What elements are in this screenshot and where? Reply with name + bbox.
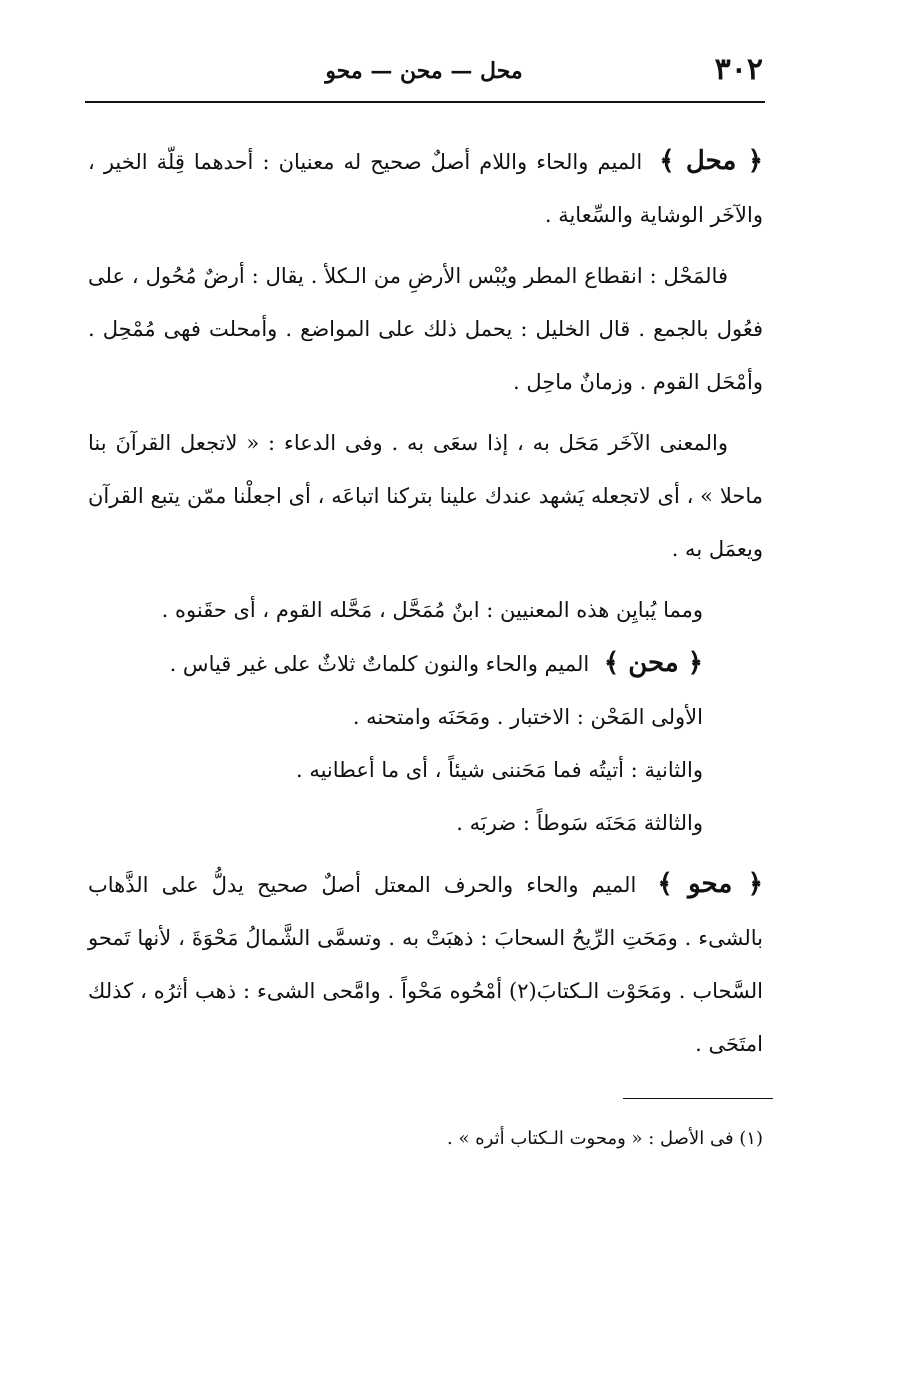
- entry-mahl-paragraph: والمعنى الآخَر مَحَل به ، إذا سعَى به . وفى الدعاء : « لاتجعل القرآنَ بنا ماحلا » ، أى لاتجعله يَشهد عندك علينا بتركنا اتباعَه ، أى اجعلْنا ممّن يتبع القرآن ويعمَل به .: [88, 431, 763, 561]
- entry-mihn-definition: [88, 637, 763, 691]
- entry-mahl-paragraph: فالمَحْل : انقطاع المطر ويُبْس الأرضِ من الـكلأ . يقال : أرضٌ مُحُول ، على فعُول بالجمع . قال الخليل : يحمل ذلك على المواضع . وأمحلت فهى مُمْحِل . وأمْحَل القوم . وزمانٌ ماحِل .: [88, 264, 763, 394]
- entry-mihn-paragraph: والثانية : أتيتُه فما مَحَننى شيئاً ، أى ما أعطانيه .: [295, 758, 703, 782]
- entry-mahl-definition: [88, 135, 763, 242]
- running-title: محل — محن — محو: [325, 58, 523, 84]
- entry-mihn-paragraph: الأولى المَحْن : الاختبار . ومَحَنَه وامتحنه .: [352, 705, 703, 729]
- paragraph-text: الميم والحاء والحرف المعتل أصلٌ صحيح يدلُّ على الذَّهاب بالشىء . ومَحَتِ الرِّيحُ السحابَ : ذهبَتْ به . وتسمَّى الشَّمالُ مَحْوَةَ ، لأنها تَمحو السَّحاب . ومَحَوْت الـكتابَ(٢) أمْحُوه مَحْواً . وامَّحى الشىء : ذهب أثرُه ، كذلك امتَحَى .: [88, 873, 764, 1056]
- footnote: (١) فى الأصل : « ومحوت الـكتاب أثره » .: [447, 1128, 763, 1149]
- header-rule: [85, 101, 765, 103]
- running-head: [85, 52, 763, 96]
- entry-mahw-definition: [88, 858, 763, 1071]
- page-number: ٣٠٢: [714, 52, 763, 87]
- entry-headword: ﴿ محن ﴾: [603, 648, 703, 678]
- paragraph-text: الميم والحاء واللام أصلٌ صحيح له معنيان : أحدهما قِلّة الخير ، والآخَر الوشاية والسِّعاية .: [88, 150, 763, 227]
- paragraph-text: الميم والحاء والنون كلماتٌ ثلاثٌ على غير قياس .: [169, 652, 590, 676]
- entry-headword: ﴿ محل ﴾: [659, 146, 763, 176]
- entry-headword: ﴿ محو ﴾: [657, 869, 763, 899]
- entry-mahl-paragraph: ومما يُبايِن هذه المعنيين : ابنٌ مُمَحَّل ، مَحَّله القوم ، أى حقَنوه .: [161, 598, 703, 622]
- entry-mihn-paragraph: والثالثة مَحَنَه سَوطاً : ضربَه .: [456, 811, 703, 835]
- footnote-rule: [623, 1098, 773, 1099]
- main-text: [88, 135, 763, 1079]
